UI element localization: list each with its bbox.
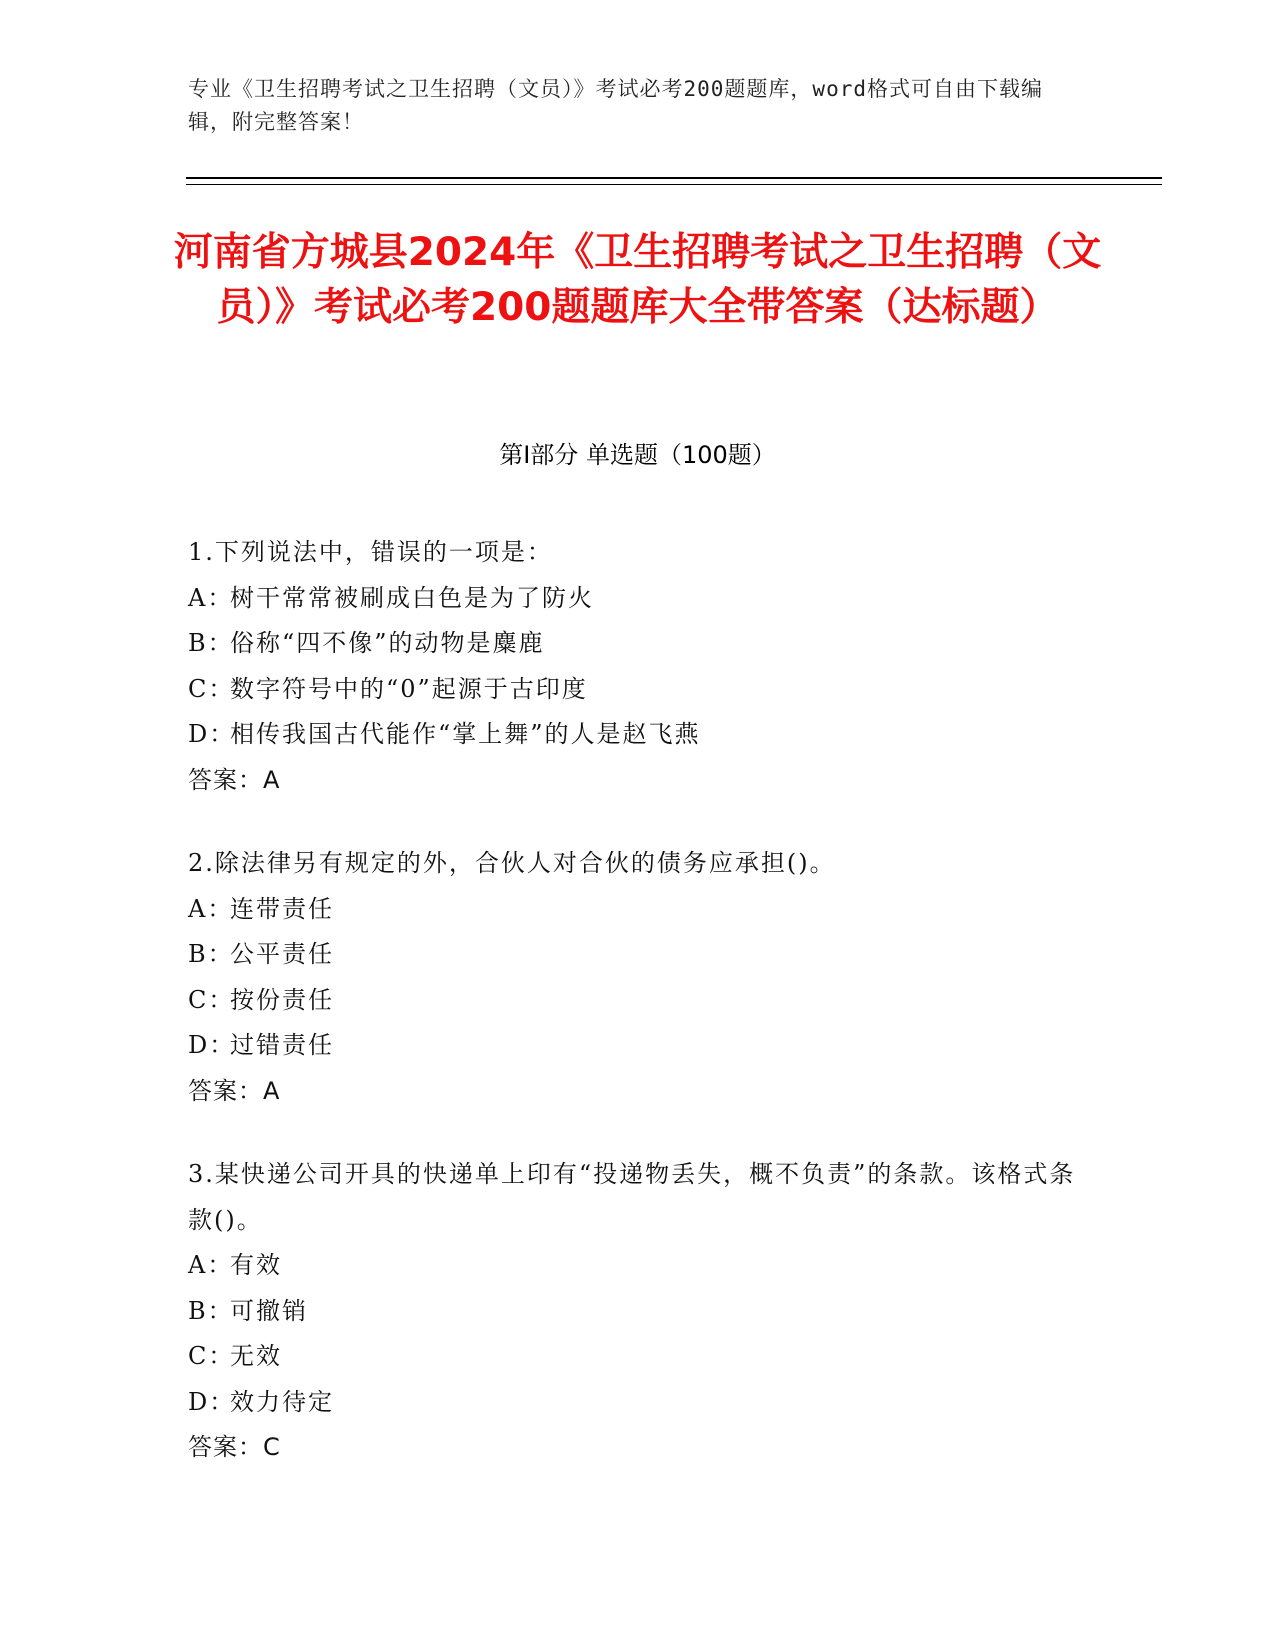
question-3 [188, 1152, 1088, 1471]
option-text: 公平责任 [230, 940, 334, 968]
option-text: 可撤销 [230, 1296, 308, 1325]
option-key: D： [188, 720, 236, 748]
option-key: B： [188, 629, 234, 657]
option-text: 无效 [230, 1342, 282, 1370]
question-1 [188, 530, 1088, 803]
section-title: 第Ⅰ部分 单选题（100题） [499, 441, 776, 469]
option-text: 数字符号中的“0”起源于古印度 [230, 674, 588, 703]
option-key: A： [188, 894, 234, 923]
option-d [188, 1023, 1088, 1069]
option-key: C： [188, 985, 235, 1014]
option-key: D： [188, 1387, 236, 1416]
option-a [188, 1243, 1088, 1289]
option-key: C： [188, 1342, 235, 1370]
option-a [188, 576, 1088, 622]
question-stem: 3.某快递公司开具的快递单上印有“投递物丢失，概不负责”的条款。该格式条款()。 [188, 1160, 1076, 1234]
header-note: 专业《卫生招聘考试之卫生招聘（文员）》考试必考200题题库，word格式可自由下载编辑，附完整答案！ [188, 77, 1043, 134]
option-key: B： [188, 1296, 234, 1325]
option-d [188, 1380, 1088, 1426]
option-text: 按份责任 [230, 985, 334, 1014]
option-c [188, 1334, 1088, 1380]
option-b [188, 1289, 1088, 1335]
option-text: 过错责任 [230, 1031, 334, 1059]
question-stem: 1.下列说法中，错误的一项是： [188, 538, 553, 566]
option-c [188, 978, 1088, 1024]
option-key: B： [188, 940, 234, 968]
option-d [188, 712, 1088, 758]
answer: 答案：C [188, 1433, 281, 1461]
option-c [188, 667, 1088, 713]
answer: 答案：A [188, 765, 281, 794]
option-key: D： [188, 1031, 236, 1059]
document-title: 河南省方城县2024年《卫生招聘考试之卫生招聘（文员）》考试必考200题题库大全带答案（达标题） [173, 230, 1102, 330]
option-text: 有效 [230, 1251, 282, 1279]
option-text: 相传我国古代能作“掌上舞”的人是赵飞燕 [230, 720, 701, 748]
answer: 答案：A [188, 1076, 281, 1105]
option-b [188, 621, 1088, 667]
option-a [188, 887, 1088, 933]
question-2 [188, 841, 1088, 1114]
option-b [188, 932, 1088, 978]
header-divider-thin [186, 184, 1162, 185]
option-key: A： [188, 583, 234, 612]
header-divider-thick [186, 177, 1162, 179]
option-text: 树干常常被刷成白色是为了防火 [230, 583, 594, 612]
option-text: 效力待定 [230, 1387, 334, 1416]
option-key: C： [188, 674, 235, 703]
option-key: A： [188, 1251, 234, 1279]
option-text: 俗称“四不像”的动物是麋鹿 [230, 629, 545, 657]
question-list [188, 530, 1088, 1509]
option-text: 连带责任 [230, 894, 334, 923]
question-stem: 2.除法律另有规定的外，合伙人对合伙的债务应承担()。 [188, 849, 836, 877]
